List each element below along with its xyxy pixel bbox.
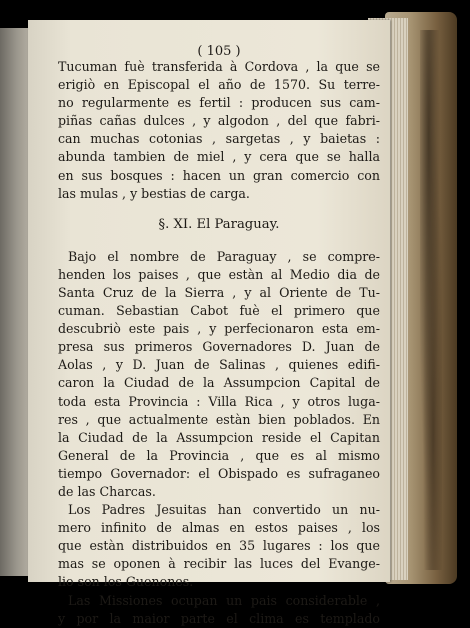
page-text bbox=[58, 44, 380, 628]
text-line: piñas cañas dulces , y algodon , del que fabri- bbox=[58, 113, 380, 129]
text-line: Los Padres Jesuitas han convertido un nu- bbox=[68, 502, 380, 518]
text-line: en sus bosques : hacen un gran comercio con bbox=[58, 167, 380, 183]
paragraph-paraguay bbox=[58, 248, 380, 501]
text-line: Bajo el nombre de Paraguay , se compre- bbox=[68, 248, 380, 264]
text-line: y por la maior parte el clima es templado bbox=[58, 610, 380, 626]
text-line: Santa Cruz de la Sierra , y al Oriente de Tu- bbox=[58, 284, 380, 300]
text-line: res , que actualmente estàn bien poblados. En bbox=[58, 411, 380, 427]
text-line: mas se oponen à recibir las luces del Evange- bbox=[58, 556, 380, 572]
text-line: lio son los Guenones. bbox=[58, 574, 194, 590]
text-line: General de la Provincia , que es al mismo bbox=[58, 447, 380, 463]
text-line: tiempo Governador: el Obispado es sufraganeo bbox=[58, 465, 380, 481]
page-number: ( 105 ) bbox=[197, 44, 241, 59]
text-line: las mulas , y bestias de carga. bbox=[58, 185, 250, 201]
book-page bbox=[28, 20, 390, 626]
text-line: no regularmente es fertil : producen sus cam- bbox=[58, 95, 380, 111]
text-line: de las Charcas. bbox=[58, 483, 156, 499]
text-line: descubriò este pais , y perfecionaron esta em- bbox=[58, 321, 380, 337]
paragraph-jesuitas bbox=[58, 501, 380, 591]
section-heading: §. XI. El Paraguay. bbox=[158, 216, 280, 232]
text-line: abunda tambien de miel , y cera que se halla bbox=[58, 149, 380, 165]
text-line: presa sus primeros Governadores D. Juan de bbox=[58, 339, 380, 355]
text-line: can muchas cotonias , sargetas , y baietas : bbox=[58, 131, 380, 147]
text-line: erigiò en Episcopal el año de 1570. Su terre- bbox=[58, 77, 380, 93]
text-line: henden los paises , que estàn al Medio dia de bbox=[58, 266, 380, 282]
text-line: la Ciudad de la Assumpcion reside el Capitan bbox=[58, 429, 380, 445]
paragraph-missiones bbox=[58, 592, 380, 628]
paragraph-tucuman bbox=[58, 58, 380, 203]
text-line: caron la Ciudad de la Assumpcion Capital de bbox=[58, 375, 380, 391]
text-line: mero infinito de almas en estos paises , los bbox=[58, 520, 380, 536]
text-line: que estàn distribuidos en 35 lugares : los que bbox=[58, 538, 380, 554]
text-line: Aolas , y D. Juan de Salinas , quienes edifi- bbox=[58, 357, 380, 373]
text-line: toda esta Provincia : Villa Rica , y otros luga- bbox=[58, 393, 380, 409]
text-line: Las Missiones ocupan un pais considerable , bbox=[68, 592, 380, 608]
left-page-edge bbox=[0, 28, 30, 576]
text-line: cuman. Sebastian Cabot fuè el primero que bbox=[58, 303, 380, 319]
text-line: Tucuman fuè transferida à Cordova , la que se bbox=[58, 59, 380, 74]
cover-wear bbox=[420, 30, 442, 570]
